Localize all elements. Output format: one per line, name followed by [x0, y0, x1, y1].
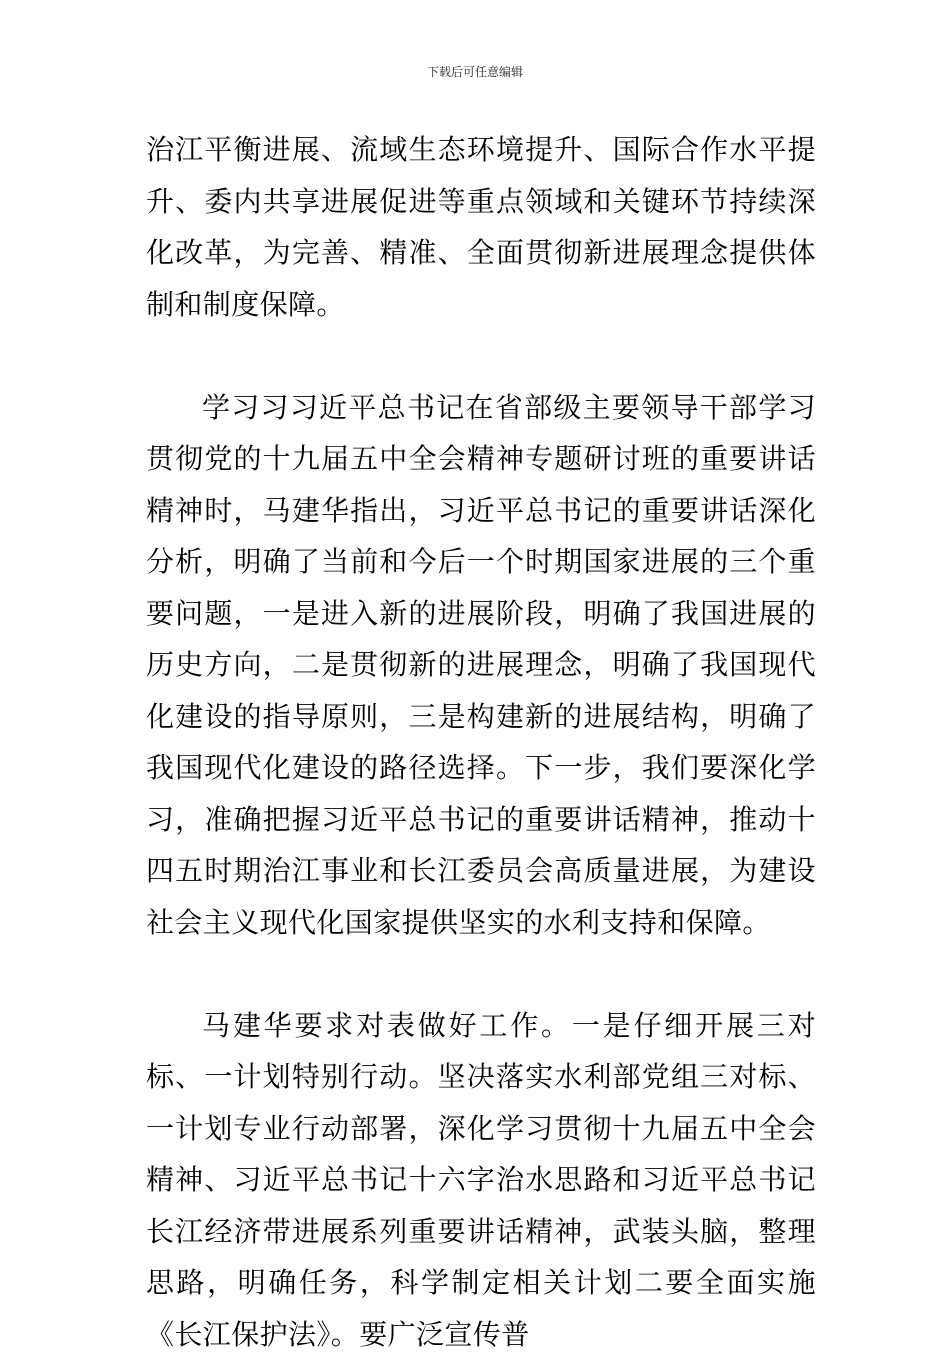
document-body — [146, 124, 816, 1360]
page-header: 下载后可任意编辑 — [0, 64, 950, 80]
paragraph-3: 马建华要求对表做好工作。一是仔细开展三对标、一计划特别行动。坚决落实水利部党组三对标、一计划专业行动部署，深化学习贯彻十九届五中全会精神、习近平总书记十六字治水思路和习近平总书记长江经济带进展系列重要讲话精神，武装头脑，整理思路，明确任务，科学制定相关计划二要全面实施《长江保护法》。要广泛宣传普 — [146, 1000, 816, 1360]
paragraph-1: 治江平衡进展、流域生态环境提升、国际合作水平提升、委内共享进展促进等重点领域和关键环节持续深化改革，为完善、精准、全面贯彻新进展理念提供体制和制度保障。 — [146, 124, 816, 330]
paragraph-2: 学习习习近平总书记在省部级主要领导干部学习贯彻党的十九届五中全会精神专题研讨班的重要讲话精神时，马建华指出，习近平总书记的重要讲话深化分析，明确了当前和今后一个时期国家进展的三个重要问题，一是进入新的进展阶段，明确了我国进展的历史方向，二是贯彻新的进展理念，明确了我国现代化建设的指导原则，三是构建新的进展结构，明确了我国现代化建设的路径选择。下一步，我们要深化学习，准确把握习近平总书记的重要讲话精神，推动十四五时期治江事业和长江委员会高质量进展，为建设社会主义现代化国家提供坚实的水利支持和保障。 — [146, 382, 816, 949]
